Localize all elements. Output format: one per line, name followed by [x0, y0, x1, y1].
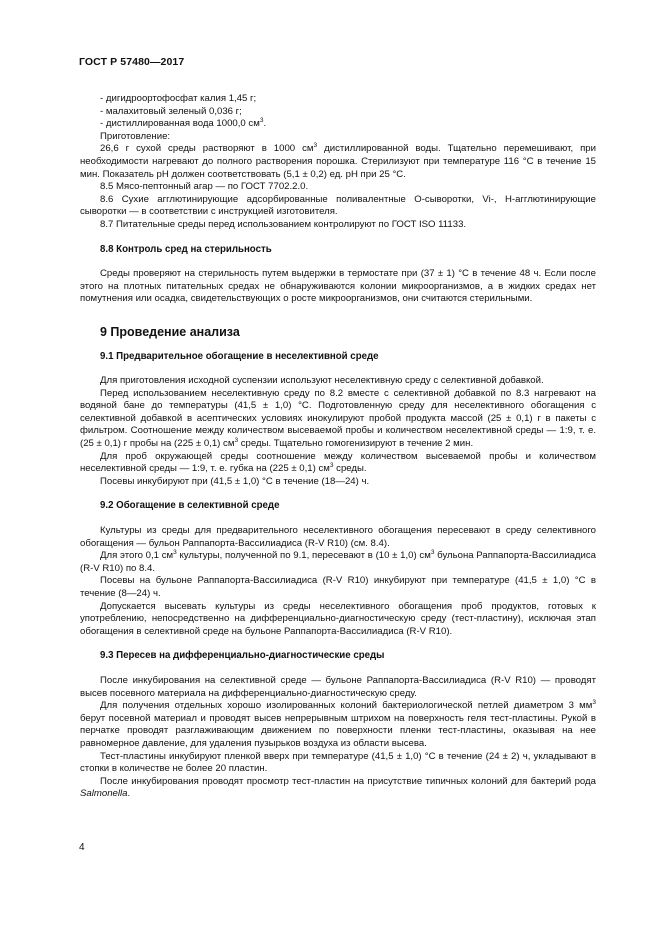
preparation-label: Приготовление: [100, 130, 171, 142]
standard-header: ГОСТ Р 57480—2017 [79, 56, 185, 68]
section-heading-9-1: 9.1 Предварительное обогащение в неселективной среде [100, 350, 379, 362]
paragraph-8-5: 8.5 Мясо-пептонный агар — по ГОСТ 7702.2.0. [100, 181, 309, 193]
paragraph: После инкубирования проводят просмотр тест-пластин на присутствие типичных колоний для бактерий рода Salmonella. [80, 775, 596, 800]
page-number: 4 [79, 842, 85, 853]
paragraph-8-6: 8.6 Сухие агглютинирующие адсорбированные поливалентные О-сыворотки, Vi-, Н-агглютинирующие сыворотки — в соответствии с инструкцией изготовителя. [80, 193, 596, 218]
paragraph: Для проб окружающей среды соотношение между количеством высеваемой пробы и количеством неселективной среды — 1:9, т. е. губка на (225 ± 0,1) $см^3$ среды. [80, 450, 596, 475]
paragraph-8-8: Среды проверяют на стерильность путем выдержки в термостате при (37 ± 1) °С в течение 48 ч. Если после этого на плотных питательных средах не обнаруживаются колонии микроорганизмов, а в жидких средах нет помутнения или осадка, свидетельствующих о росте микроорганизмов, они считаются стерильными. [80, 268, 596, 305]
paragraph: Для этого 0,1 $см^3$ культуры, полученной по 9.1, пересевают в (10 ± 1,0) $см^3$ бульона Раппапорта-Вассилиадиса (R-V R10) по 8.4. [80, 549, 596, 574]
section-heading-8-8: 8.8 Контроль сред на стерильность [100, 243, 272, 255]
paragraph: Для получения отдельных хорошо изолированных колоний бактериологической петлей диаметром 3 $мм^3$ берут посевной материал и проводят высев непрерывным штрихом на поверхность геля тест-пластины. Рукой в перчатке проводят разглаживающим движением по поверхности пленки тест-пластины, оказывая на нее равномерное давление, для удаления пузырьков воздуха из области высева. [80, 699, 596, 749]
paragraph: Для приготовления исходной суспензии используют неселективную среду с селективной добавкой. [100, 375, 544, 387]
list-item: - малахитовый зеленый 0,036 г; [100, 105, 242, 117]
section-heading-9-3: 9.3 Пересев на дифференциально-диагностические среды [100, 650, 385, 662]
paragraph: Посевы инкубируют при (41,5 ± 1,0) °С в течение (18—24) ч. [100, 475, 370, 487]
paragraph-8-7: 8.7 Питательные среды перед использованием контролируют по ГОСТ ISO 11133. [100, 218, 467, 230]
list-item: - дигидроортофосфат калия 1,45 г; [100, 93, 257, 104]
list-item: - дистиллированная вода 1000,0 $см^3$. [100, 117, 267, 130]
paragraph: Перед использованием неселективную среду по 8.2 вместе с селективной добавкой по 8.3 нагревают на водяной бане до температуры (41,5 ± 1,0) °С. Подготовленную среду для неселективного обогащения с селективной добавкой в асептических условиях инокулируют пробой продукта массой (25 ± 0,1) г в пакеты с фильтром. Соотношение между количеством высеваемой пробы и количеством неселективной среды — 1:9, т. е. (25 ± 0,1) г пробы на (225 ± 0,1) $см^3$ среды. Тщательно гомогенизируют в течение 2 мин. [80, 387, 596, 450]
paragraph: Допускается высевать культуры из среды неселективного обогащения проб продуктов, готовых к употреблению, непосредственно на дифференциально-диагностическую среду (тест-пластину), исключая этап обогащения в селективной среде на бульоне Раппапорта-Вассилиадиса (R-V R10). [80, 600, 596, 637]
section-heading-9: 9 Проведение анализа [100, 324, 240, 339]
paragraph: Тест-пластины инкубируют пленкой вверх при температуре (41,5 ± 1,0) °С в течение (24 ± 2) ч, укладывают в стопки в количестве не более 20 пластин. [80, 750, 596, 775]
preparation-text: 26,6 г сухой среды растворяют в 1000 $см^3$ дистиллированной воды. Тщательно перемешивают, при необходимости нагревают до полного растворения порошка. Стерилизуют при температуре 116 °С в течение 15 мин. Показатель рН должен соответствовать (5,1 ± 0,2) ед. рН при 25 °С. [80, 142, 596, 180]
document-body [80, 93, 596, 801]
section-heading-9-2: 9.2 Обогащение в селективной среде [100, 500, 280, 512]
paragraph: После инкубирования на селективной среде — бульоне Раппапорта-Вассилиадиса (R-V R10) — проводят высев посевного материала на дифференциально-диагностическую среду. [80, 674, 596, 699]
paragraph: Посевы на бульоне Раппапорта-Вассилиадиса (R-V R10) инкубируют при температуре (41,5 ± 1,0) °С в течение (8—24) ч. [80, 575, 596, 599]
paragraph: Культуры из среды для предварительного неселективного обогащения пересевают в среду селективного обогащения — бульон Раппапорта-Вассилиадиса (R-V R10) (см. 8.4). [80, 525, 596, 549]
